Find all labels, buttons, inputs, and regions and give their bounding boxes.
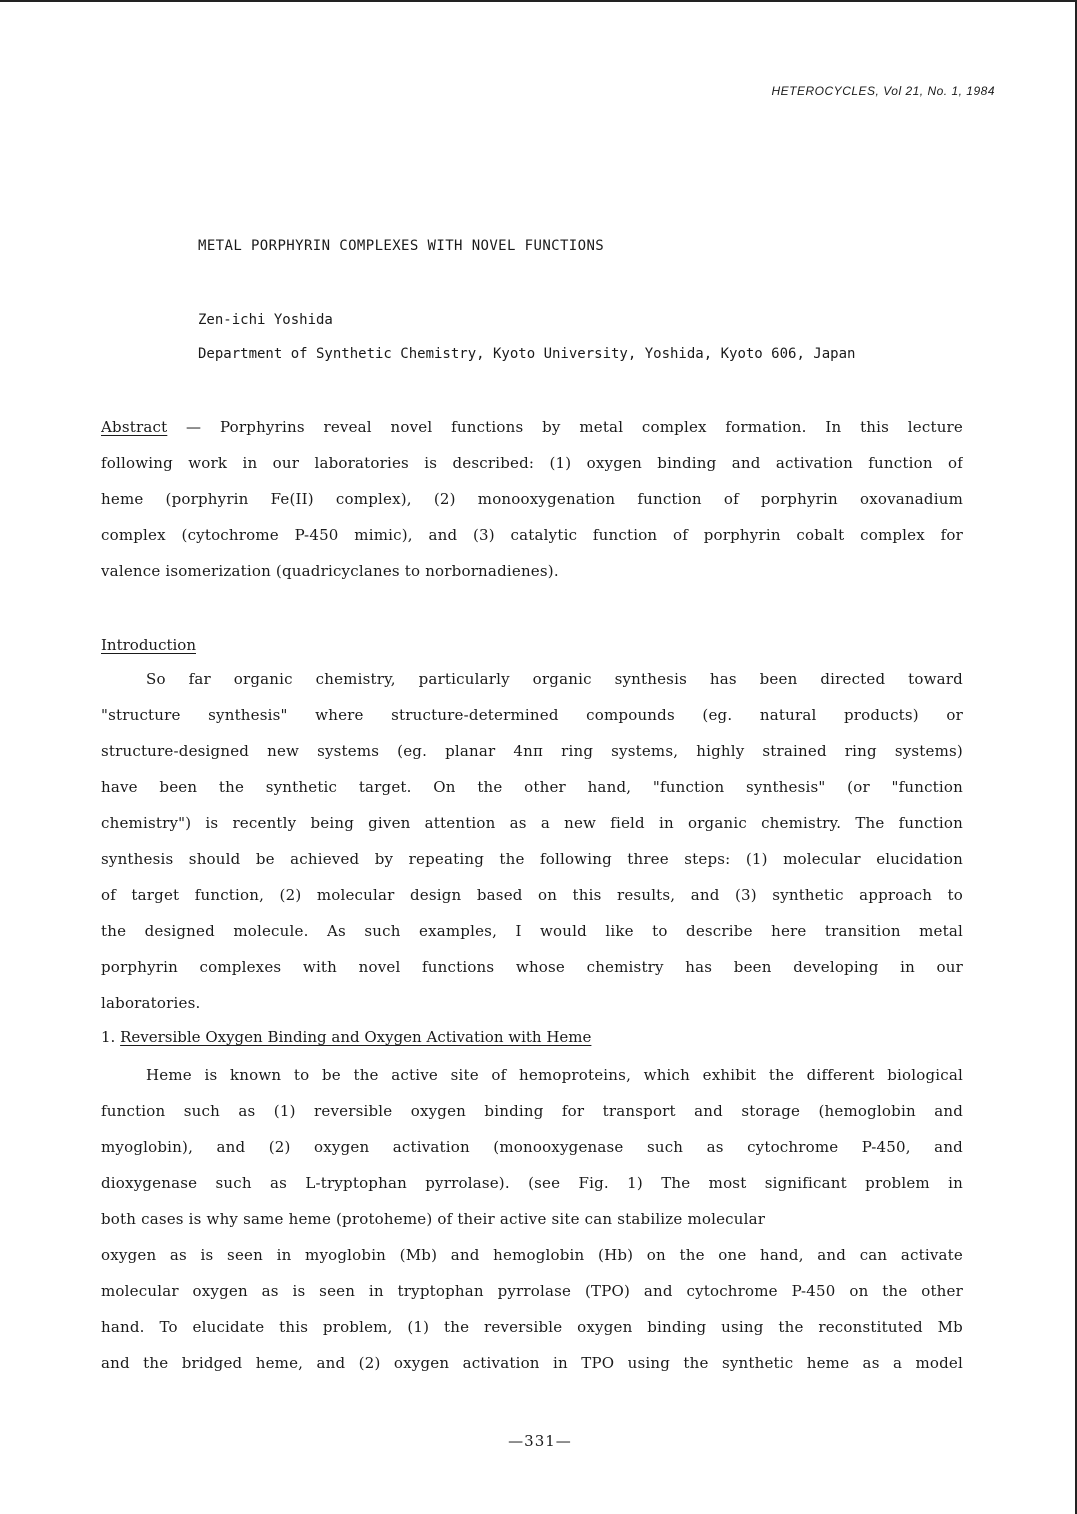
body-line: molecular oxygen as is seen in tryptophan pyrrolase (TPO) and cytochrome P-450 on the other: [101, 1282, 963, 1300]
body-line: structure-designed new systems (eg. planar 4nπ ring systems, highly strained ring systems): [101, 742, 963, 760]
body-line: the designed molecule. As such examples, I would like to describe here transition metal: [101, 922, 963, 940]
abstract-line: heme (porphyrin Fe(II) complex), (2) monooxygenation function of porphyrin oxovanadium: [101, 490, 963, 508]
body-line: myoglobin), and (2) oxygen activation (monooxygenase such as cytochrome P-450, and: [101, 1138, 963, 1156]
body-line: of target function, (2) molecular design based on this results, and (3) synthetic approach to: [101, 886, 963, 904]
body-line: So far organic chemistry, particularly organic synthesis has been directed toward: [146, 670, 963, 688]
abstract-line: following work in our laboratories is described: (1) oxygen binding and activation function of: [101, 454, 963, 472]
body-line: dioxygenase such as L-tryptophan pyrrolase). (see Fig. 1) The most significant problem in: [101, 1174, 963, 1192]
abstract-line: [101, 409, 963, 445]
abstract-line: complex (cytochrome P-450 mimic), and (3) catalytic function of porphyrin cobalt complex for: [101, 526, 963, 544]
abstract-section: [101, 409, 963, 589]
body-line: porphyrin complexes with novel functions whose chemistry has been developing in our: [101, 958, 963, 976]
body-line: chemistry") is recently being given attention as a new field in organic chemistry. The function: [101, 814, 963, 832]
paper-title: METAL PORPHYRIN COMPLEXES WITH NOVEL FUNCTIONS: [198, 238, 605, 254]
body-line: hand. To elucidate this problem, (1) the reversible oxygen binding using the reconstituted Mb: [101, 1318, 963, 1336]
section-1-body: [101, 1057, 963, 1381]
section-title: Reversible Oxygen Binding and Oxygen Activation with Heme: [120, 1028, 592, 1046]
body-line: function such as (1) reversible oxygen binding for transport and storage (hemoglobin and: [101, 1102, 963, 1120]
body-line: laboratories.: [101, 994, 201, 1012]
abstract-label: Abstract: [101, 418, 168, 436]
introduction-body: [101, 661, 963, 1021]
body-line: both cases is why same heme (protoheme) of their active site can stabilize molecular: [101, 1210, 766, 1228]
journal-header: HETEROCYCLES, Vol 21, No. 1, 1984: [771, 84, 995, 98]
page-border-top: [0, 0, 1077, 2]
body-line: have been the synthetic target. On the other hand, "function synthesis" (or "function: [101, 778, 963, 796]
section-number: 1.: [101, 1028, 116, 1046]
body-line: oxygen as is seen in myoglobin (Mb) and hemoglobin (Hb) on the one hand, and can activate: [101, 1246, 963, 1264]
body-line: synthesis should be achieved by repeating the following three steps: (1) molecular elucidation: [101, 850, 963, 868]
abstract-text: Porphyrins reveal novel functions by metal complex formation. In this lecture: [219, 418, 963, 436]
body-line: "structure synthesis" where structure-determined compounds (eg. natural products) or: [101, 706, 963, 724]
body-line: and the bridged heme, and (2) oxygen activation in TPO using the synthetic heme as a model: [101, 1354, 963, 1372]
abstract-dash: —: [167, 418, 220, 436]
body-line: Heme is known to be the active site of hemoproteins, which exhibit the different biological: [146, 1066, 963, 1084]
introduction-heading: Introduction: [101, 636, 196, 654]
page-number: —331—: [508, 1432, 572, 1450]
author-name: Zen-ichi Yoshida: [198, 312, 333, 328]
abstract-line: valence isomerization (quadricyclanes to norbornadienes).: [101, 562, 559, 580]
author-affiliation: Department of Synthetic Chemistry, Kyoto University, Yoshida, Kyoto 606, Japan: [198, 346, 856, 362]
section-1-heading: [101, 1028, 591, 1046]
